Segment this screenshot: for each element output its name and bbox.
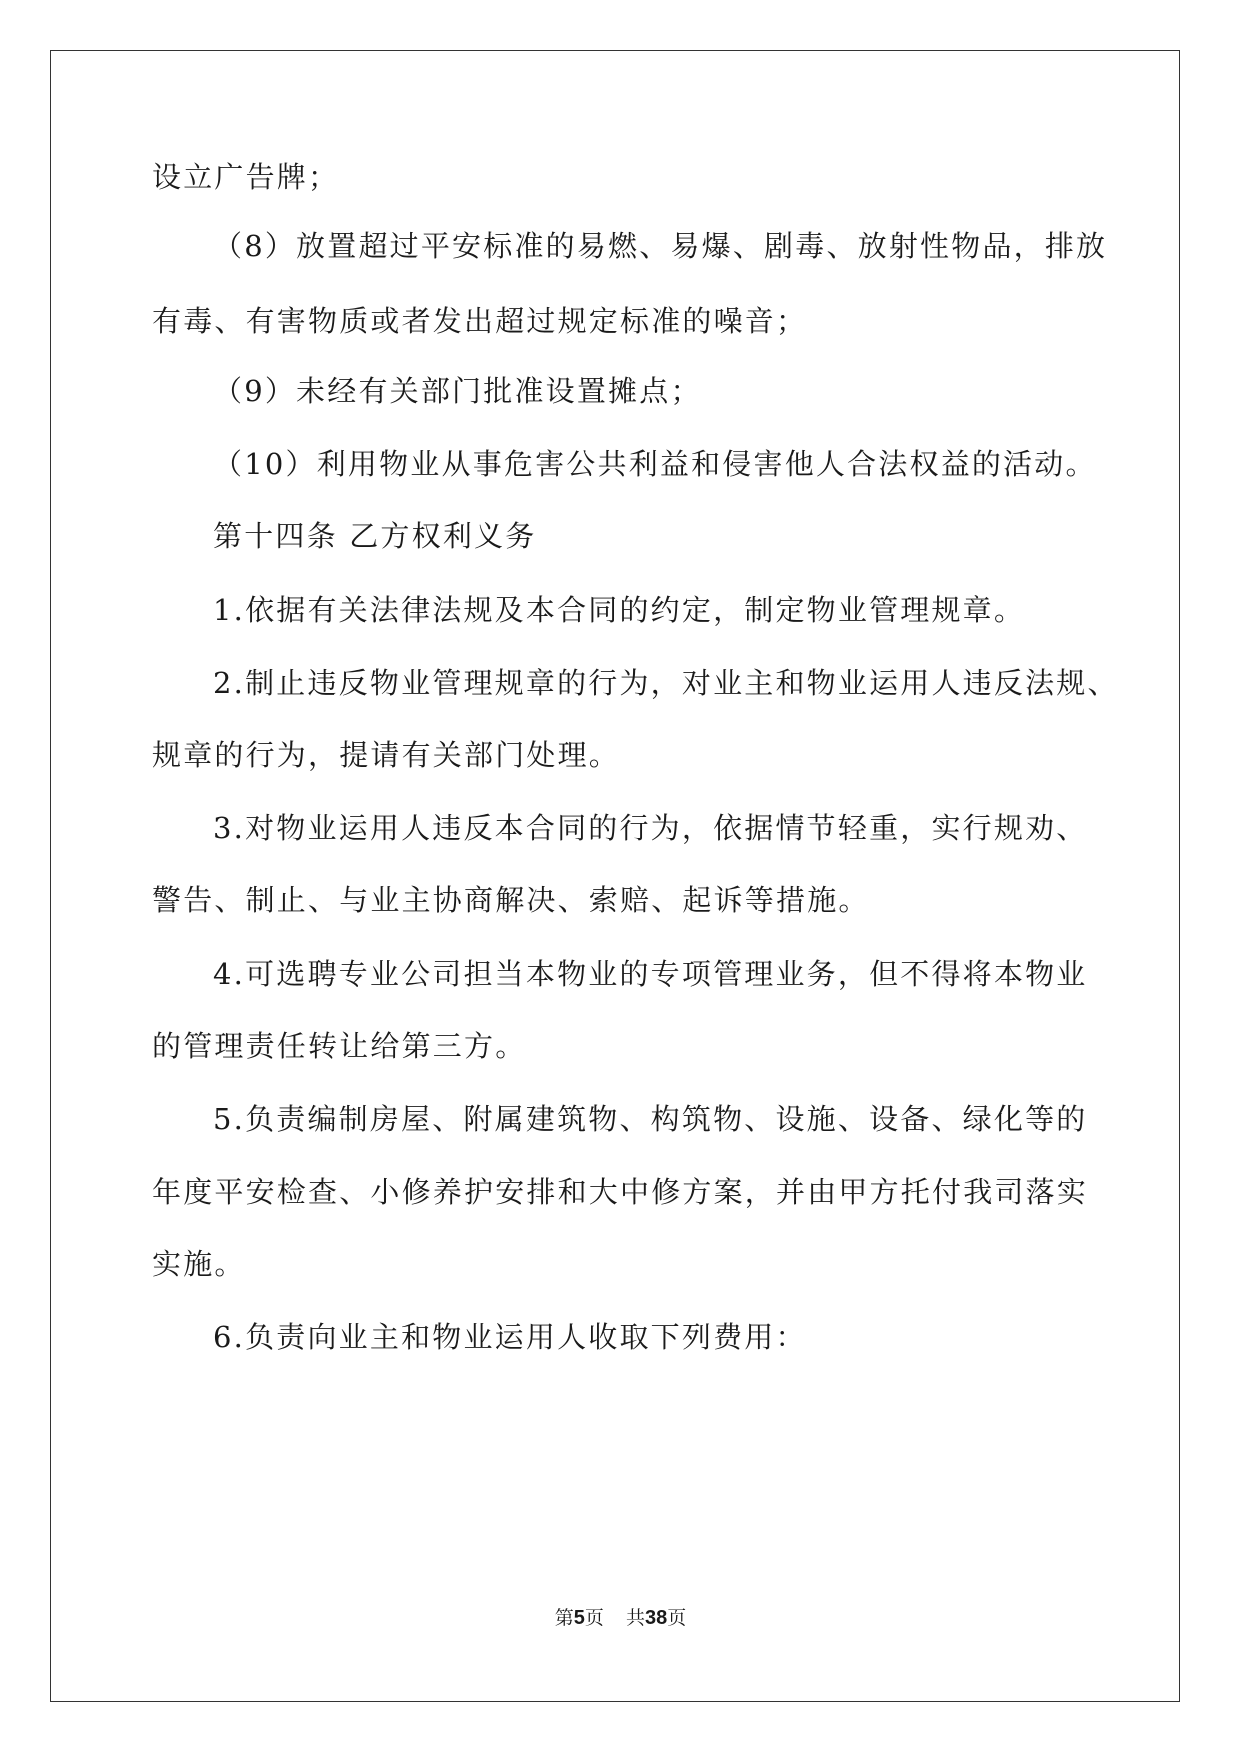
page-number: 5 <box>573 1607 585 1629</box>
text-line: 年度平安检查、小修养护安排和大中修方案，并由甲方托付我司落实 <box>152 1175 1089 1209</box>
total-suffix: 页 <box>667 1607 687 1629</box>
total-prefix: 共 <box>625 1607 645 1629</box>
section-heading: 第十四条 乙方权利义务 <box>213 519 537 553</box>
text-line: 有毒、有害物质或者发出超过规定标准的噪音； <box>152 304 808 338</box>
text-line: 警告、制止、与业主协商解决、索赔、起诉等措施。 <box>152 883 870 917</box>
text-line: 6.负责向业主和物业运用人收取下列费用： <box>213 1320 807 1354</box>
total-pages: 38 <box>644 1607 668 1629</box>
text-line: （9）未经有关部门批准设置摊点； <box>213 374 702 408</box>
page-suffix: 页 <box>584 1607 604 1629</box>
text-line: 设立广告牌； <box>152 160 340 194</box>
page-border <box>50 50 1180 1702</box>
text-line: 的管理责任转让给第三方。 <box>152 1029 527 1063</box>
text-line: 4.可选聘专业公司担当本物业的专项管理业务，但不得将本物业 <box>213 957 1088 991</box>
text-line: 2.制止违反物业管理规章的行为，对业主和物业运用人违反法规、 <box>213 666 1119 700</box>
text-line: 1.依据有关法律法规及本合同的约定，制定物业管理规章。 <box>213 593 1026 627</box>
text-line: （8）放置超过平安标准的易燃、易爆、剧毒、放射性物品，排放 <box>213 229 1108 263</box>
page-footer <box>0 1606 1241 1630</box>
text-line: 规章的行为，提请有关部门处理。 <box>152 738 621 772</box>
text-line: 实施。 <box>152 1247 246 1281</box>
page-prefix: 第 <box>554 1607 574 1629</box>
text-line: 5.负责编制房屋、附属建筑物、构筑物、设施、设备、绿化等的 <box>213 1102 1088 1136</box>
text-line: 3.对物业运用人违反本合同的行为，依据情节轻重，实行规劝、 <box>213 811 1088 845</box>
text-line: （10）利用物业从事危害公共利益和侵害他人合法权益的活动。 <box>213 447 1097 481</box>
